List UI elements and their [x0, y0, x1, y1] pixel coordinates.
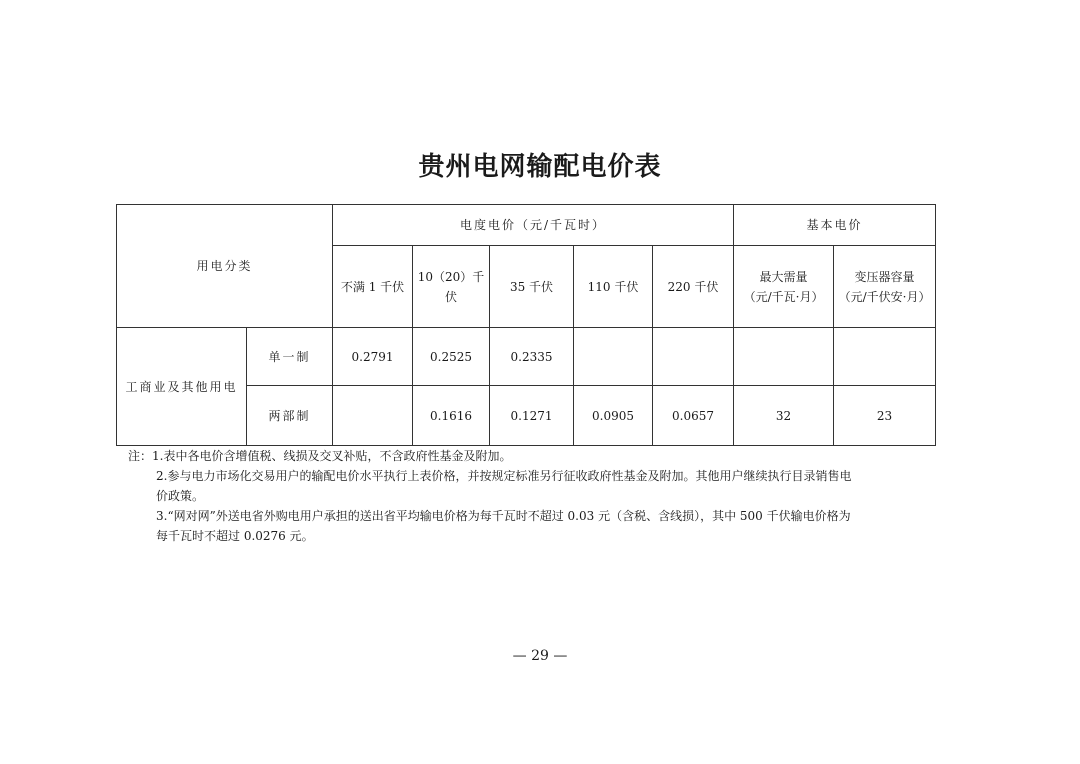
- price-cell: 0.2791: [333, 328, 413, 386]
- group-label: 工商业及其他用电: [117, 328, 247, 446]
- voltage-header: 220 千伏: [653, 246, 734, 328]
- note-3: 3.“网对网”外送电省外购电用户承担的送出省平均输电价格为每千瓦时不超过 0.03 元（含税、含线损），其中 500 千伏输电价格为: [156, 509, 851, 523]
- max-demand-title: 最大需量: [759, 269, 808, 284]
- category-header: 用电分类: [117, 205, 333, 328]
- table-row: [117, 328, 936, 386]
- row-label: 单一制: [247, 328, 333, 386]
- transformer-capacity-cell: 23: [834, 386, 936, 446]
- price-cell: 0.2525: [413, 328, 490, 386]
- price-table: [116, 204, 936, 446]
- transformer-capacity-title: 变压器容量: [854, 269, 915, 284]
- transformer-capacity-cell: [834, 328, 936, 386]
- notes: [128, 446, 943, 546]
- note-3-cont: 每千瓦时不超过 0.0276 元。: [156, 529, 314, 543]
- voltage-header: 10（20）千伏: [413, 246, 490, 328]
- max-demand-cell: 32: [734, 386, 834, 446]
- transformer-capacity-header: [834, 246, 936, 328]
- page-number: — 29 —: [512, 648, 568, 664]
- note-1: 注：1.表中各电价含增值税、线损及交叉补贴，不含政府性基金及附加。: [128, 449, 512, 463]
- price-cell: 0.1616: [413, 386, 490, 446]
- note-2: 2.参与电力市场化交易用户的输配电价水平执行上表价格，并按规定标准另行征收政府性基金及附加。其他用户继续执行目录销售电: [156, 469, 852, 483]
- voltage-header: 不满 1 千伏: [333, 246, 413, 328]
- voltage-header: 35 千伏: [490, 246, 574, 328]
- price-cell: [653, 328, 734, 386]
- price-cell: 0.0657: [653, 386, 734, 446]
- max-demand-cell: [734, 328, 834, 386]
- price-cell: [333, 386, 413, 446]
- price-cell: [574, 328, 653, 386]
- price-cell: 0.1271: [490, 386, 574, 446]
- max-demand-unit: （元/千瓦·月）: [743, 289, 824, 304]
- transformer-capacity-unit: （元/千伏安·月）: [838, 289, 931, 304]
- price-cell: 0.2335: [490, 328, 574, 386]
- price-cell: 0.0905: [574, 386, 653, 446]
- energy-price-header: 电度电价（元/千瓦时）: [333, 205, 734, 246]
- voltage-header: 110 千伏: [574, 246, 653, 328]
- note-2-cont: 价政策。: [156, 489, 205, 503]
- page-title: 贵州电网输配电价表: [418, 152, 662, 182]
- basic-price-header: 基本电价: [734, 205, 936, 246]
- max-demand-header: [734, 246, 834, 328]
- row-label: 两部制: [247, 386, 333, 446]
